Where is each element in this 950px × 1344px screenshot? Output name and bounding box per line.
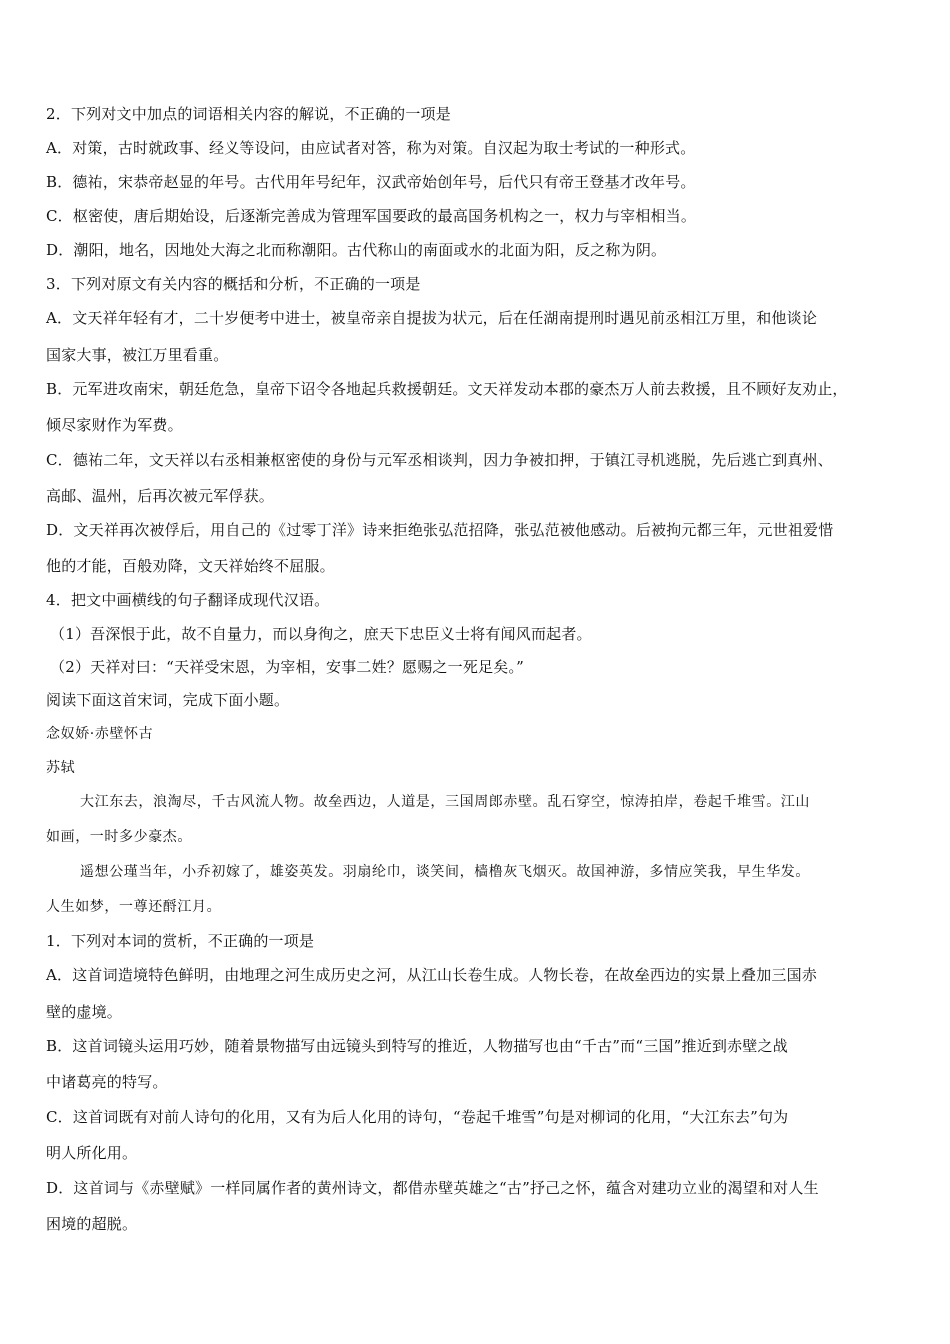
q1-stem: 1．下列对本词的赏析，不正确的一项是 xyxy=(46,932,315,950)
poem-stanza1-line1: 大江东去，浪淘尽，千古风流人物。故垒西边，人道是，三国周郎赤壁。乱石穿空，惊涛拍岸，卷起千堆雪。江山 xyxy=(80,794,810,810)
q4-stem: 4．把文中画横线的句子翻译成现代汉语。 xyxy=(46,591,330,609)
q1-option-c-line1: C．这首词既有对前人诗句的化用，又有为后人化用的诗句，“卷起千堆雪”句是对柳词的化用，“大江东去”句为 xyxy=(46,1108,789,1126)
q3-option-a-line1: A．文天祥年轻有才，二十岁便考中进士，被皇帝亲自提拔为状元，后在任湖南提刑时遇见前丞相江万里，和他谈论 xyxy=(46,309,818,327)
q3-stem: 3．下列对原文有关内容的概括和分析，不正确的一项是 xyxy=(46,275,421,293)
q3-option-d-line2: 他的才能，百般劝降，文天祥始终不屈服。 xyxy=(46,557,335,575)
q1-option-a-line2: 壁的虚境。 xyxy=(46,1003,123,1021)
q2-stem: 2．下列对文中加点的词语相关内容的解说，不正确的一项是 xyxy=(46,105,451,123)
q2-option-c: C．枢密使，唐后期始设，后逐渐完善成为管理军国要政的最高国务机构之一，权力与宰相相当。 xyxy=(46,207,697,225)
q2-option-a: A．对策，古时就政事、经义等设问，由应试者对答，称为对策。自汉起为取士考试的一种形式。 xyxy=(46,139,696,157)
q3-option-d-line1: D．文天祥再次被俘后，用自己的《过零丁洋》诗来拒绝张弘范招降，张弘范被他感动。后被拘元都三年，元世祖爱惜 xyxy=(46,521,834,539)
q1-option-b-line2: 中诸葛亮的特写。 xyxy=(46,1073,168,1091)
q4-item-2: （2）天祥对曰：“天祥受宋恩，为宰相，安事二姓？愿赐之一死足矣。” xyxy=(50,658,524,676)
poem-stanza2-line2: 人生如梦，一尊还酹江月。 xyxy=(46,899,222,915)
q3-option-a-line2: 国家大事，被江万里看重。 xyxy=(46,346,229,364)
q4-item-1: （1）吾深恨于此，故不自量力，而以身徇之，庶天下忠臣义士将有闻风而起者。 xyxy=(50,625,592,643)
q1-option-d-line1: D．这首词与《赤壁赋》一样同属作者的黄州诗文，都借赤壁英雄之“古”抒己之怀，蕴含对建功立业的渴望和对人生 xyxy=(46,1179,819,1197)
poem-stanza1-line2: 如画，一时多少豪杰。 xyxy=(46,829,192,845)
poem-author: 苏轼 xyxy=(46,760,76,776)
q2-option-d: D．潮阳，地名，因地处大海之北而称潮阳。古代称山的南面或水的北面为阳，反之称为阴。 xyxy=(46,241,667,259)
q3-option-c-line1: C．德祐二年，文天祥以右丞相兼枢密使的身份与元军丞相谈判，因力争被扣押，于镇江寻机逃脱，先后逃亡到真州、 xyxy=(46,451,833,469)
q2-option-b: B．德祐，宋恭帝赵显的年号。古代用年号纪年，汉武帝始创年号，后代只有帝王登基才改年号。 xyxy=(46,173,696,191)
q1-option-c-line2: 明人所化用。 xyxy=(46,1144,138,1162)
poem-stanza2-line1: 遥想公瑾当年，小乔初嫁了，雄姿英发。羽扇纶巾，谈笑间，樯橹灰飞烟灭。故国神游，多情应笑我，早生华发。 xyxy=(80,864,810,880)
q3-option-b-line1: B．元军进攻南宋，朝廷危急，皇帝下诏令各地起兵救援朝廷。文天祥发动本郡的豪杰万人前去救援，且不顾好友劝止， xyxy=(46,380,848,398)
q1-option-b-line1: B．这首词镜头运用巧妙，随着景物描写由远镜头到特写的推近，人物描写也由“千古”而“三国”推近到赤壁之战 xyxy=(46,1037,788,1055)
q1-option-a-line1: A．这首词造境特色鲜明，由地理之河生成历史之河，从江山长卷生成。人物长卷，在故垒西边的实景上叠加三国赤 xyxy=(46,966,818,984)
q3-option-b-line2: 倾尽家财作为军费。 xyxy=(46,416,183,434)
q1-option-d-line2: 困境的超脱。 xyxy=(46,1215,138,1233)
reading-intro: 阅读下面这首宋词，完成下面小题。 xyxy=(46,691,290,709)
poem-title: 念奴娇·赤壁怀古 xyxy=(46,726,154,742)
q3-option-c-line2: 高邮、温州，后再次被元军俘获。 xyxy=(46,487,275,505)
